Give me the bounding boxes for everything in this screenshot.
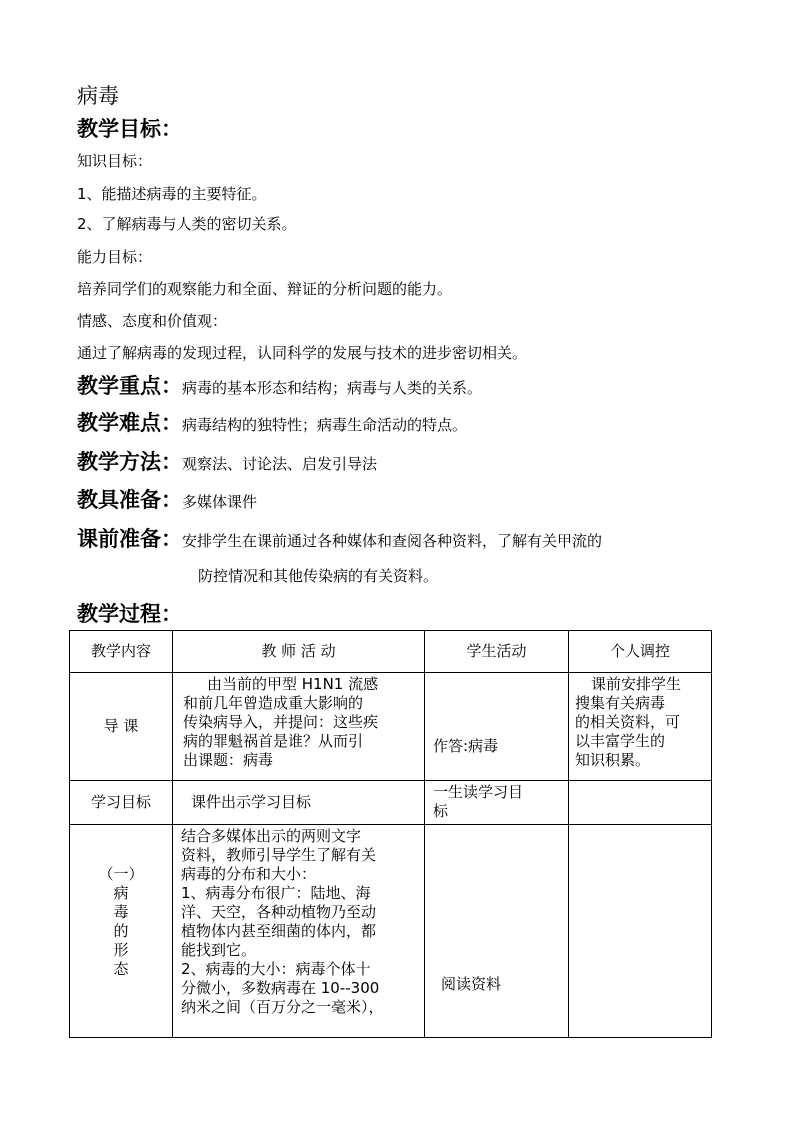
row2-content: 学习目标 <box>70 781 173 825</box>
text-char: 毒 <box>113 903 129 921</box>
tools-value: 多媒体课件 <box>182 493 258 511</box>
knowledge-item: 1、能描述病毒的主要特征。 <box>77 185 267 203</box>
emotion-text: 通过了解病毒的发现过程，认同科学的发展与技术的进步密切相关。 <box>77 344 528 362</box>
methods <box>77 446 377 476</box>
ability-label: 能力目标： <box>77 248 153 266</box>
text-line: 纳米之间（百万分之一毫米）， <box>181 998 384 1016</box>
text-line: 由当前的甲型 H1N1 流感 <box>207 675 379 693</box>
text-line: 和前几年曾造成重大影响的 <box>183 694 364 712</box>
text-char: 形 <box>113 941 129 959</box>
text-line: 知识积累。 <box>575 751 651 769</box>
text-line: 出课题：病毒 <box>183 751 274 769</box>
process-heading: 教学过程： <box>77 602 182 626</box>
key-points-label: 教学重点： <box>77 374 182 398</box>
knowledge-item: 2、了解病毒与人类的密切关系。 <box>77 215 297 233</box>
row2-student <box>425 781 569 825</box>
text-line: 搜集有关病毒 <box>575 694 666 712</box>
methods-label: 教学方法： <box>77 450 182 474</box>
key-points <box>77 370 482 400</box>
text-line: 以丰富学生的 <box>575 732 666 750</box>
doc-title: 病毒 <box>77 84 119 108</box>
difficulties-label: 教学难点： <box>77 411 182 435</box>
text-char: 病 <box>113 884 129 902</box>
row3-teacher <box>173 825 425 1038</box>
header-control: 个人调控 <box>569 631 712 673</box>
tools <box>77 484 257 514</box>
row2-control <box>569 781 712 825</box>
text-char: 的 <box>113 922 129 940</box>
table-row <box>70 825 712 1038</box>
text-line: 能找到它。 <box>181 941 257 959</box>
row2-teacher: 课件出示学习目标 <box>173 781 425 825</box>
text-char: 态 <box>113 960 129 978</box>
difficulties-value: 病毒结构的独特性；病毒生命活动的特点。 <box>182 416 468 434</box>
text-line: 1、病毒分布很广：陆地、海 <box>181 884 371 902</box>
text-char: （一） <box>98 865 144 883</box>
text-line: 植物体内甚至细菌的体内，都 <box>181 922 377 940</box>
process-table <box>69 630 712 1038</box>
header-content: 教学内容 <box>70 631 173 673</box>
text-line: 病的罪魁祸首是谁？从而引 <box>183 732 364 750</box>
text-line: 课前安排学生 <box>591 675 682 693</box>
text-line: 资料，教师引导学生了解有关 <box>181 846 377 864</box>
row3-control <box>569 825 712 1038</box>
text-line: 标 <box>433 802 449 820</box>
header-student: 学生活动 <box>425 631 569 673</box>
prep <box>77 523 602 553</box>
text-line: 传染病导入，并提问：这些疾 <box>183 713 379 731</box>
text-line: 的相关资料，可 <box>575 713 681 731</box>
difficulties <box>77 407 467 437</box>
prep-label: 课前准备： <box>77 527 182 551</box>
key-points-value: 病毒的基本形态和结构；病毒与人类的关系。 <box>182 379 483 397</box>
table-row <box>70 673 712 781</box>
row1-teacher <box>173 673 425 781</box>
tools-label: 教具准备： <box>77 488 182 512</box>
objectives-heading: 教学目标： <box>77 117 182 141</box>
ability-text: 培养同学们的观察能力和全面、辩证的分析问题的能力。 <box>77 280 453 298</box>
text-line: 结合多媒体出示的两则文字 <box>181 827 362 845</box>
row1-control <box>569 673 712 781</box>
table-row <box>70 781 712 825</box>
table-header-row <box>70 631 712 673</box>
methods-value: 观察法、讨论法、启发引导法 <box>182 455 378 473</box>
row3-content <box>70 825 173 1038</box>
text-line: 一生读学习目 <box>433 783 524 801</box>
header-teacher: 教 师 活 动 <box>173 631 425 673</box>
prep-value-line2: 防控情况和其他传染病的有关资料。 <box>198 567 439 585</box>
row1-student: 作答:病毒 <box>425 673 569 781</box>
row3-student: 阅读资料 <box>425 825 569 1038</box>
emotion-label: 情感、态度和价值观： <box>77 312 228 330</box>
text-line: 2、病毒的大小：病毒个体十 <box>181 960 371 978</box>
prep-value-line1: 安排学生在课前通过各种媒体和查阅各种资料，了解有关甲流的 <box>182 532 603 550</box>
text-line: 分微小，多数病毒在 10--300 <box>181 979 380 997</box>
row1-content: 导 课 <box>70 673 173 781</box>
text-line: 病毒的分布和大小： <box>181 865 317 883</box>
text-line: 洋、天空，各种动植物乃至动 <box>181 903 377 921</box>
knowledge-label: 知识目标： <box>77 152 153 170</box>
